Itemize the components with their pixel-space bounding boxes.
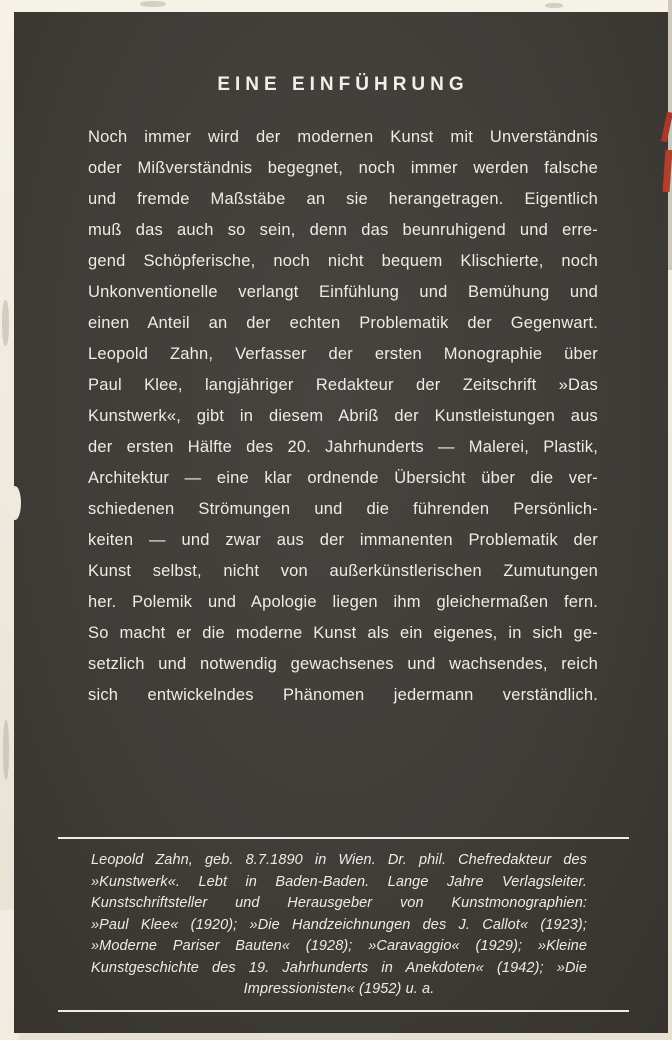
bio-line: Leopold Zahn, geb. 8.7.1890 in Wien. Dr. phil. Chefredakteur des [91,852,587,868]
intro-line: einen Anteil an der echten Problematik der Gegenwart. [88,314,598,332]
intro-line: schiedenen Strömungen und die führenden Persönlich- [88,500,598,518]
intro-line: keiten — und zwar aus der immanenten Problematik der [88,531,598,549]
scan-artifact [2,300,9,346]
bio-line: »Kunstwerk«. Lebt in Baden-Baden. Lange Jahre Verlagsleiter. [91,873,587,890]
intro-line: Kunstwerk«, gibt in diesem Abriß der Kunstleistungen aus [88,407,598,425]
intro-line: Kunst selbst, nicht von außerkünstlerischen Zumutungen [88,562,598,580]
scan-artifact [3,720,9,780]
bio-line: Kunstgeschichte des 19. Jahrhunderts in Anekdoten« (1942); »Die [91,959,587,976]
cover-title: EINE EINFÜHRUNG [217,74,469,95]
scan-artifact [9,486,21,520]
scan-artifact [140,1,166,7]
intro-line: setzlich und notwendig gewachsenes und wachsendes, reich [88,655,598,673]
intro-line: So macht er die moderne Kunst als ein eigenes, in sich ge- [88,624,598,642]
introduction-paragraph [88,122,598,711]
paper-edge-right [668,0,672,270]
bio-line: Impressionisten« (1952) u. a. [243,981,435,997]
book-back-cover [14,12,668,1033]
intro-line: Leopold Zahn, Verfasser der ersten Monographie über [88,345,598,363]
intro-line: oder Mißverständnis begegnet, noch immer werden falsche [88,159,598,177]
intro-line: gend Schöpferische, noch nicht bequem Klischierte, noch [88,252,598,270]
bio-line: »Paul Klee« (1920); »Die Handzeichnungen des J. Callot« (1923); [91,916,587,933]
bio-line: Kunstschriftsteller und Herausgeber von Kunstmonographien: [91,895,587,911]
intro-line: Unkonventionelle verlangt Einfühlung und Bemühung und [88,283,598,301]
intro-line: sich entwickelndes Phänomen jedermann verständlich. [88,686,598,704]
bio-line: »Moderne Pariser Bauten« (1928); »Caravaggio« (1929); »Kleine [91,938,587,954]
intro-line: und fremde Maßstäbe an sie herangetragen. Eigentlich [88,190,598,208]
intro-line: Architektur — eine klar ordnende Übersicht über die ver- [88,469,598,487]
intro-line: muß das auch so sein, denn das beunruhigend und erre- [88,221,598,239]
scan-artifact [545,3,563,8]
intro-line: her. Polemik und Apologie liegen ihm gleichermaßen fern. [88,593,598,611]
author-bio-section [58,837,629,1012]
intro-line: der ersten Hälfte des 20. Jahrhunderts — Malerei, Plastik, [88,438,598,456]
cover-content [14,74,668,1012]
intro-line: Noch immer wird der modernen Kunst mit Unverständnis [88,128,598,146]
intro-line: Paul Klee, langjähriger Redakteur der Zeitschrift »Das [88,376,598,394]
